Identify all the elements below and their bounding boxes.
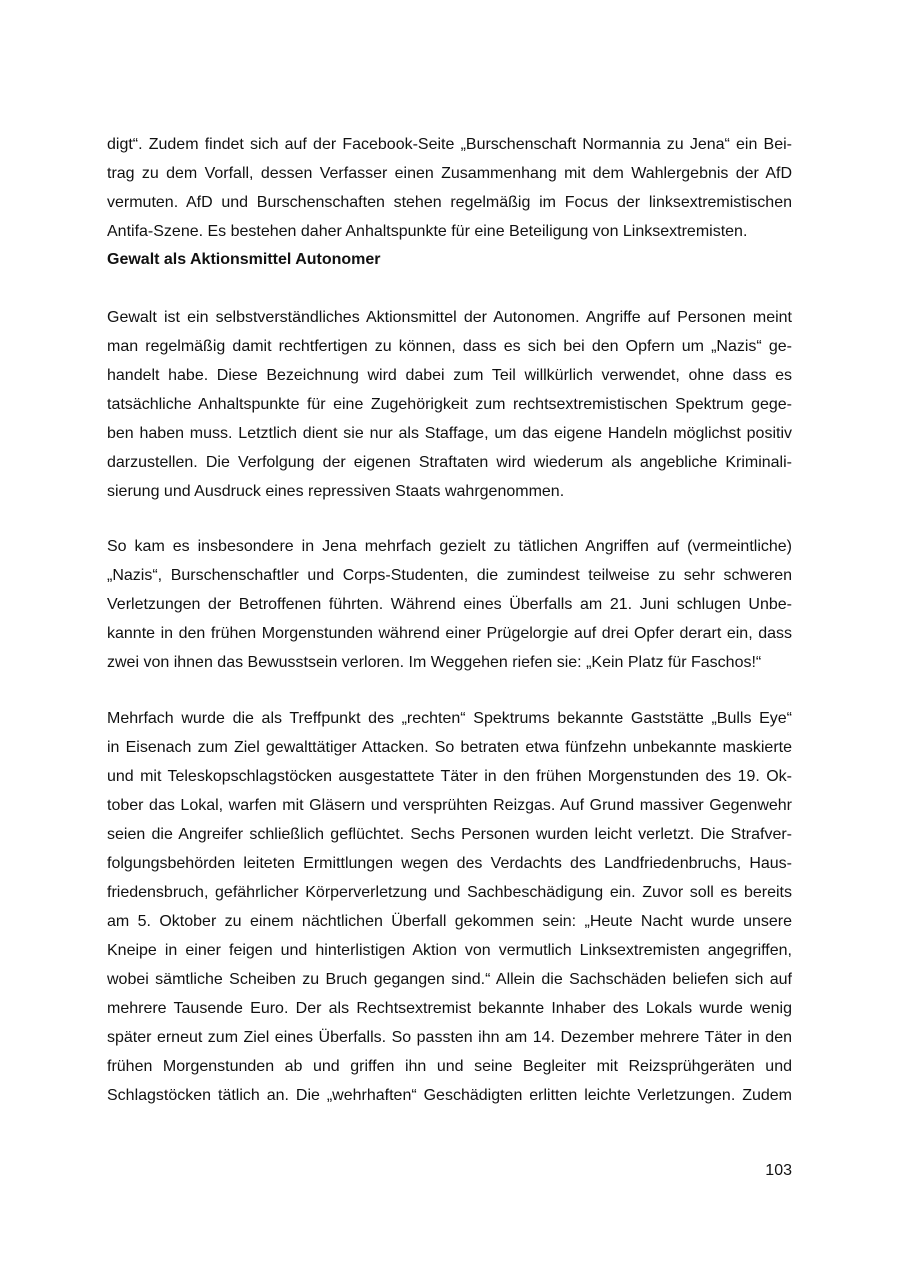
- paragraph-2: [107, 303, 792, 506]
- text-line: kannte in den frühen Morgenstunden während einer Prügelorgie auf drei Opfer derart ein, dass: [107, 625, 792, 642]
- text-line: Antifa-Szene. Es bestehen daher Anhaltspunkte für eine Beteiligung von Linksextremisten.: [107, 223, 748, 240]
- text-line: So kam es insbesondere in Jena mehrfach gezielt zu tätlichen Angriffen auf (vermeintliche): [107, 538, 792, 555]
- section-heading: [107, 245, 792, 274]
- text-line: tatsächliche Anhaltspunkte für eine Zugehörigkeit zum rechtsextremistischen Spektrum gege-: [107, 396, 792, 413]
- text-line: Schlagstöcken tätlich an. Die „wehrhaften“ Geschädigten erlitten leichte Verletzungen. Zudem: [107, 1087, 792, 1104]
- text-line: „Nazis“, Burschenschaftler und Corps-Studenten, die zumindest teilweise zu sehr schweren: [107, 567, 792, 584]
- text-line: Gewalt ist ein selbstverständliches Aktionsmittel der Autonomen. Angriffe auf Personen meint: [107, 309, 792, 326]
- text-line: tober das Lokal, warfen mit Gläsern und versprühten Reizgas. Auf Grund massiver Gegenwehr: [107, 797, 792, 814]
- text-line: sierung und Ausdruck eines repressiven Staats wahrgenommen.: [107, 483, 565, 500]
- text-line: Mehrfach wurde die als Treffpunkt des „rechten“ Spektrums bekannte Gaststätte „Bulls Eye“: [107, 710, 792, 727]
- paragraph-3: [107, 532, 792, 677]
- text-line: darzustellen. Die Verfolgung der eigenen Straftaten wird wiederum als angebliche Kriminali-: [107, 454, 792, 471]
- text-line: vermuten. AfD und Burschenschaften stehen regelmäßig im Focus der linksextremistischen: [107, 194, 792, 211]
- text-line: Kneipe in einer feigen und hinterlistigen Aktion von vermutlich Linksextremisten angegriffen,: [107, 942, 792, 959]
- text-line: wobei sämtliche Scheiben zu Bruch gegangen sind.“ Allein die Sachschäden beliefen sich auf: [107, 971, 792, 988]
- text-line: zwei von ihnen das Bewusstsein verloren. Im Weggehen riefen sie: „Kein Platz für Faschos!“: [107, 654, 762, 671]
- paragraph-4: [107, 704, 792, 1110]
- text-line: später erneut zum Ziel eines Überfalls. So passten ihn am 14. Dezember mehrere Täter in den: [107, 1029, 792, 1046]
- text-line: friedensbruch, gefährlicher Körperverletzung und Sachbeschädigung ein. Zuvor soll es bereits: [107, 884, 792, 901]
- text-line: frühen Morgenstunden ab und griffen ihn und seine Begleiter mit Reizsprühgeräten und: [107, 1058, 792, 1075]
- text-line: seien die Angreifer schließlich geflüchtet. Sechs Personen wurden leicht verletzt. Die Strafver-: [107, 826, 792, 843]
- text-line: ben haben muss. Letztlich dient sie nur als Staffage, um das eigene Handeln möglichst positiv: [107, 425, 792, 442]
- text-line: trag zu dem Vorfall, dessen Verfasser einen Zusammenhang mit dem Wahlergebnis der AfD: [107, 165, 792, 182]
- text-line: mehrere Tausende Euro. Der als Rechtsextremist bekannte Inhaber des Lokals wurde wenig: [107, 1000, 792, 1017]
- text-line: am 5. Oktober zu einem nächtlichen Überfall gekommen sein: „Heute Nacht wurde unsere: [107, 913, 792, 930]
- text-line: man regelmäßig damit rechtfertigen zu können, dass es sich bei den Opfern um „Nazis“ ge-: [107, 338, 792, 355]
- text-line: handelt habe. Diese Bezeichnung wird dabei zum Teil willkürlich verwendet, ohne dass es: [107, 367, 792, 384]
- text-line: digt“. Zudem findet sich auf der Facebook-Seite „Burschenschaft Normannia zu Jena“ ein Bei-: [107, 136, 792, 153]
- text-line: und mit Teleskopschlagstöcken ausgestattete Täter in den frühen Morgenstunden des 19. Ok-: [107, 768, 792, 785]
- paragraph-1: [107, 130, 792, 246]
- text-line: folgungsbehörden leiteten Ermittlungen wegen des Verdachts des Landfriedenbruchs, Haus-: [107, 855, 792, 872]
- page-number: 103: [765, 1162, 792, 1179]
- section-heading-text: Gewalt als Aktionsmittel Autonomer: [107, 251, 381, 268]
- text-line: Verletzungen der Betroffenen führten. Während eines Überfalls am 21. Juni schlugen Unbe-: [107, 596, 792, 613]
- text-line: in Eisenach zum Ziel gewalttätiger Attacken. So betraten etwa fünfzehn unbekannte maskierte: [107, 739, 792, 756]
